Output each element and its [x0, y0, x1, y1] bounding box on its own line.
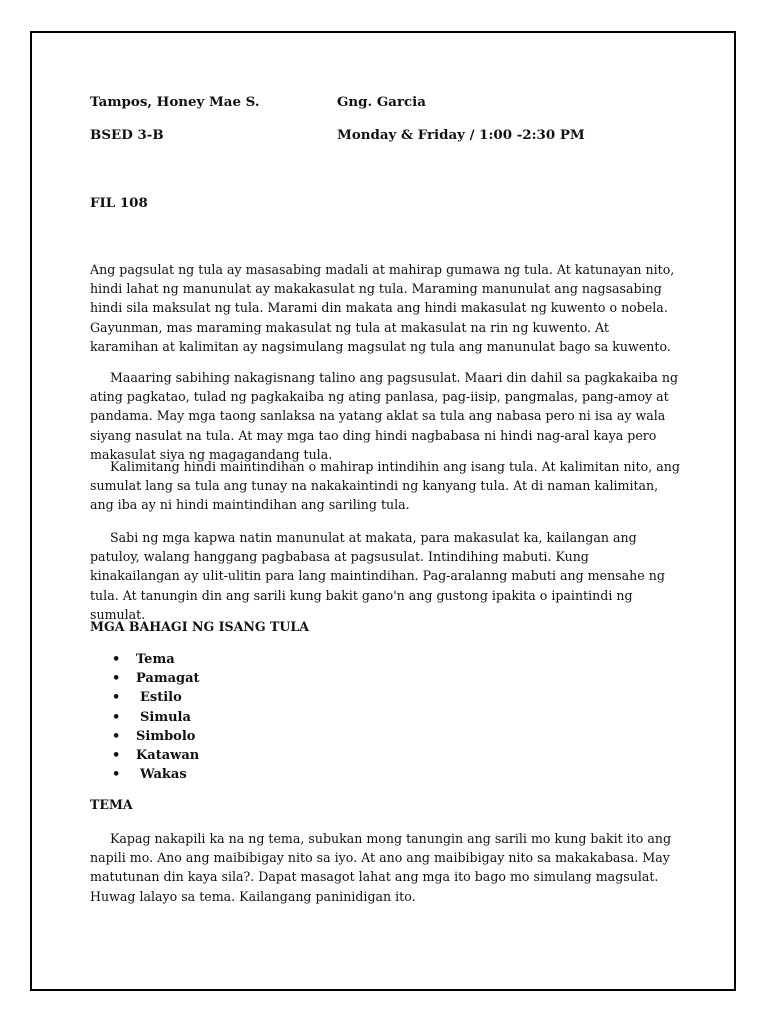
- paragraph-talent: Maaaring sabihing nakagisnang talino ang pagsusulat. Maari din dahil sa pagkakaiba ng ating pagkatao, tulad ng pagkakaiba ng ating panlasa, pag-iisip, pangmalas, pang-amoy at pandama. May mga taong sanlaksa na yatang aklat sa tula ang nabasa pero ni isa ay wala siyang nasulat na tula. At may mga tao ding hindi nagbabasa ni hindi nag-aral kaya pero makasulat siya ng magagandang tula.: [90, 370, 679, 462]
- paragraph-advice: Sabi ng mga kapwa natin manunulat at makata, para makasulat ka, kailangan ang patuloy, walang hanggang pagbabasa at pagsusulat. Intindihing mabuti. Kung kinakailangan ay ulit-ulitin para lang maintindihan. Pag-aralanng mabuti ang mensahe ng tula. At tanungin din ang sarili kung bakit gano'n ang gustong ipakita o ipaintindi ng sumulat.: [90, 530, 665, 622]
- course-code: FIL 108: [90, 195, 148, 211]
- paragraph-understanding: Kalimitang hindi maintindihan o mahirap intindihin ang isang tula. At kalimitan nito, ang sumulat lang sa tula ang tunay na nakakaintindi ng kanyang tula. At di naman kalimitan, ang iba ay ni hindi maintindihan ang sariling tula.: [90, 459, 680, 513]
- parts-heading: MGA BAHAGI NG ISANG TULA: [90, 619, 310, 634]
- bullet-icon: •: [112, 747, 121, 763]
- paragraph-intro: Ang pagsulat ng tula ay masasabing madali at mahirap gumawa ng tula. At katunayan nito, hindi lahat ng manunulat ay makakasulat ng tula. Maraming manunulat ang nagsasabing hindi sila maksulat ng tula. Marami din makata ang hindi makasulat ng kuwento o nobela. Gayunman, mas maraming makasulat ng tula at makasulat na rin ng kuwento. At karamihan at kalimitan ay nagsimulang magsulat ng tula ang manunulat bago sa kuwento.: [90, 262, 675, 354]
- bullet-icon: •: [112, 690, 121, 706]
- bullet-icon: •: [112, 709, 121, 725]
- bullet-icon: •: [112, 767, 121, 783]
- paragraph-tema: Kapag nakapili ka na ng tema, subukan mong tanungin ang sarili mo kung bakit ito ang napili mo. Ano ang maibibigay nito sa iyo. At ano ang maibibigay nito sa makakabasa. May matutunan din kaya sila?. Dapat masagot lahat ang mga ito bago mo simulang magsulat. Huwag lalayo sa tema. Kailangang paninidigan ito.: [90, 831, 672, 904]
- bullet-icon: •: [112, 728, 121, 744]
- bullet-icon: •: [112, 652, 121, 667]
- teacher-name: Gng. Garcia: [337, 94, 426, 110]
- class-section: BSED 3-B: [90, 127, 164, 143]
- class-schedule: Monday & Friday / 1:00 -2:30 PM: [337, 127, 585, 143]
- bullet-icon: •: [112, 671, 121, 687]
- student-name: Tampos, Honey Mae S.: [90, 94, 260, 110]
- tema-heading: TEMA: [90, 797, 133, 812]
